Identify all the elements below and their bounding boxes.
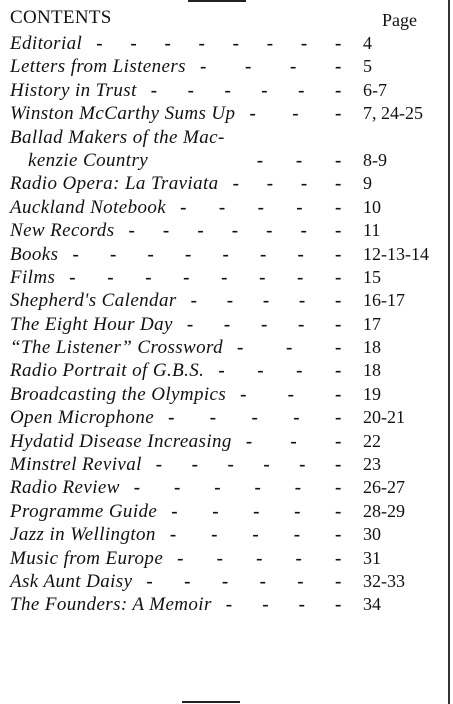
toc-entry-title-line: Music from Europe [10,547,164,569]
toc-entry: Open Microphone 20-21 - - - - - [10,407,405,429]
toc-entry-title-line: Jazz in Wellington [10,524,156,546]
toc-entry-title-line: The Founders: A Memoir [10,594,212,616]
toc-entry-title [10,523,156,546]
toc-entry-page: 16-17 [363,290,405,311]
toc-entry-title [10,196,166,219]
toc-entry: Programme Guide 28-29 - - - - - [10,500,405,522]
toc-entry-title-line: Editorial [10,33,83,54]
contents-title: CONTENTS [10,7,112,28]
toc-entry-page: 19 [363,383,381,404]
toc-entry: Letters from Listeners 5 - - - - [10,56,372,78]
toc-entry-page: 20-21 [363,407,405,428]
toc-entry-title-line: Auckland Notebook [10,196,167,218]
toc-entry-title-line: Programme Guide [10,500,158,522]
toc-entry: Broadcasting the Olympics 19 - - - [10,383,381,405]
toc-entry-title [10,313,173,336]
toc-entry: Hydatid Disease Increasing 22 - - - [10,430,381,452]
toc-entry: The Founders: A Memoir 34 - - - - [10,594,381,616]
page-column-label: Page [382,10,417,30]
toc-entry-title [10,126,225,173]
toc-entry-title [10,219,114,242]
toc-entry-title-line: Radio Opera: La Traviata [10,173,219,195]
toc-entry-title [10,243,58,266]
toc-entry-title [10,359,204,382]
toc-entry: Shepherd's Calendar 16-17 - - - - - [10,290,405,312]
toc-entry-title-line: New Records [10,220,115,242]
toc-entry-page: 28-29 [363,500,405,521]
toc-entry-title [10,547,163,570]
toc-entry-title [10,172,219,195]
toc-entry: Radio Opera: La Traviata 9 - - - - [10,173,372,195]
toc-entry: Films 15 - - - - - - - - [10,266,381,288]
toc-entry: Jazz in Wellington 30 - - - - - [10,524,381,546]
toc-entry-title-line: Hydatid Disease Increasing [10,430,232,452]
toc-entry-page: 12-13-14 [363,243,429,264]
toc-entry-title-line: Letters from Listeners [10,56,186,78]
toc-entry: “The Listener” Crossword 18 - - - [10,337,381,359]
toc-entry-title [10,266,55,289]
toc-entry-title-line: Open Microphone [10,407,155,429]
toc-entry-page: 11 [363,220,381,241]
toc-entry-title-line: History in Trust [10,79,137,101]
toc-entry-page: 30 [363,524,381,545]
toc-entry-title [10,430,232,453]
toc-entry-title-line: Films [10,266,56,288]
toc-entry-title [10,406,154,429]
toc-entry-title [10,79,137,102]
toc-entry-title [10,593,212,616]
toc-entry-title [10,570,132,593]
toc-entry-title [10,476,120,499]
toc-entry-title-line: Radio Portrait of G.B.S. [10,360,205,382]
toc-entry-title-line: Ask Aunt Daisy [10,571,133,592]
toc-entry-page: 17 [363,313,381,334]
toc-entry-title [10,102,235,125]
toc-entry-title [10,336,223,359]
toc-entry-title [10,289,177,312]
toc-entry: Minstrel Revival 23 - - - - - - [10,454,381,476]
toc-entry: Music from Europe 31 - - - - - [10,547,381,569]
toc-entry-page: 26-27 [363,477,405,498]
toc-entry-title-line: Books [10,243,59,265]
toc-entry-title [10,32,82,55]
top-rule [188,0,246,2]
toc-entry: Books 12-13-14 - - - - - - - - [10,243,429,265]
toc-entry-title-line: Ballad Makers of the Mac- [10,126,225,148]
column-divider [448,0,450,704]
toc-entry-title-line: Radio Review [10,477,120,499]
toc-entry-page: 23 [363,454,381,475]
toc-entry-title-line: “The Listener” Crossword [10,337,224,359]
toc-entry: Winston McCarthy Sums Up 7, 24-25 - - - [10,103,423,125]
toc-entry: Radio Portrait of G.B.S. 18 - - - - [10,360,381,382]
toc-entry: The Eight Hour Day 17 - - - - - [10,313,381,335]
toc-entry: Auckland Notebook 10 - - - - - [10,196,381,218]
toc-entry-title [10,55,186,78]
toc-entry: History in Trust 6-7 - - - - - - [10,79,387,101]
toc-entry-page: 18 [363,337,381,358]
toc-entry-page: 31 [363,547,381,568]
bottom-rule [182,701,240,703]
toc-entry-title-line: Winston McCarthy Sums Up [10,103,236,125]
toc-entry-page: 6-7 [363,79,387,100]
toc-entry-page: 5 [363,56,372,77]
toc-entry-page: 22 [363,430,381,451]
toc-entry-page: 9 [363,173,372,194]
toc-entry: New Records 11 - - - - - - - [10,220,381,242]
table-of-contents [10,32,440,617]
toc-entry-page: 4 [363,33,372,53]
toc-entry-title [10,453,142,476]
toc-entry-title-line: Broadcasting the Olympics [10,383,227,405]
toc-entry: Radio Review 26-27 - - - - - - [10,477,405,499]
toc-entry-page: 32-33 [363,571,405,591]
contents-header [10,7,430,31]
toc-entry-title [10,500,157,523]
toc-entry-page: 10 [363,196,381,217]
toc-entry-page: 15 [363,266,381,287]
toc-entry-page: 8-9 [363,149,387,170]
toc-entry: Editorial 4 - - - - - - - - [10,33,372,54]
toc-entry-title [10,383,226,406]
toc-entry-page: 7, 24-25 [363,103,423,124]
toc-entry-page: 34 [363,594,381,615]
toc-entry-title-line: Minstrel Revival [10,454,142,476]
toc-entry-title-line: The Eight Hour Day [10,313,173,335]
toc-entry: Ask Aunt Daisy 32-33 - - - - - - [10,571,405,592]
toc-entry: Ballad Makers of the Mac- kenzie Country 8-9 - - - [10,126,387,171]
toc-entry-title-line: kenzie Country [28,149,149,171]
toc-entry-page: 18 [363,360,381,381]
toc-entry-title-line: Shepherd's Calendar [10,290,177,312]
